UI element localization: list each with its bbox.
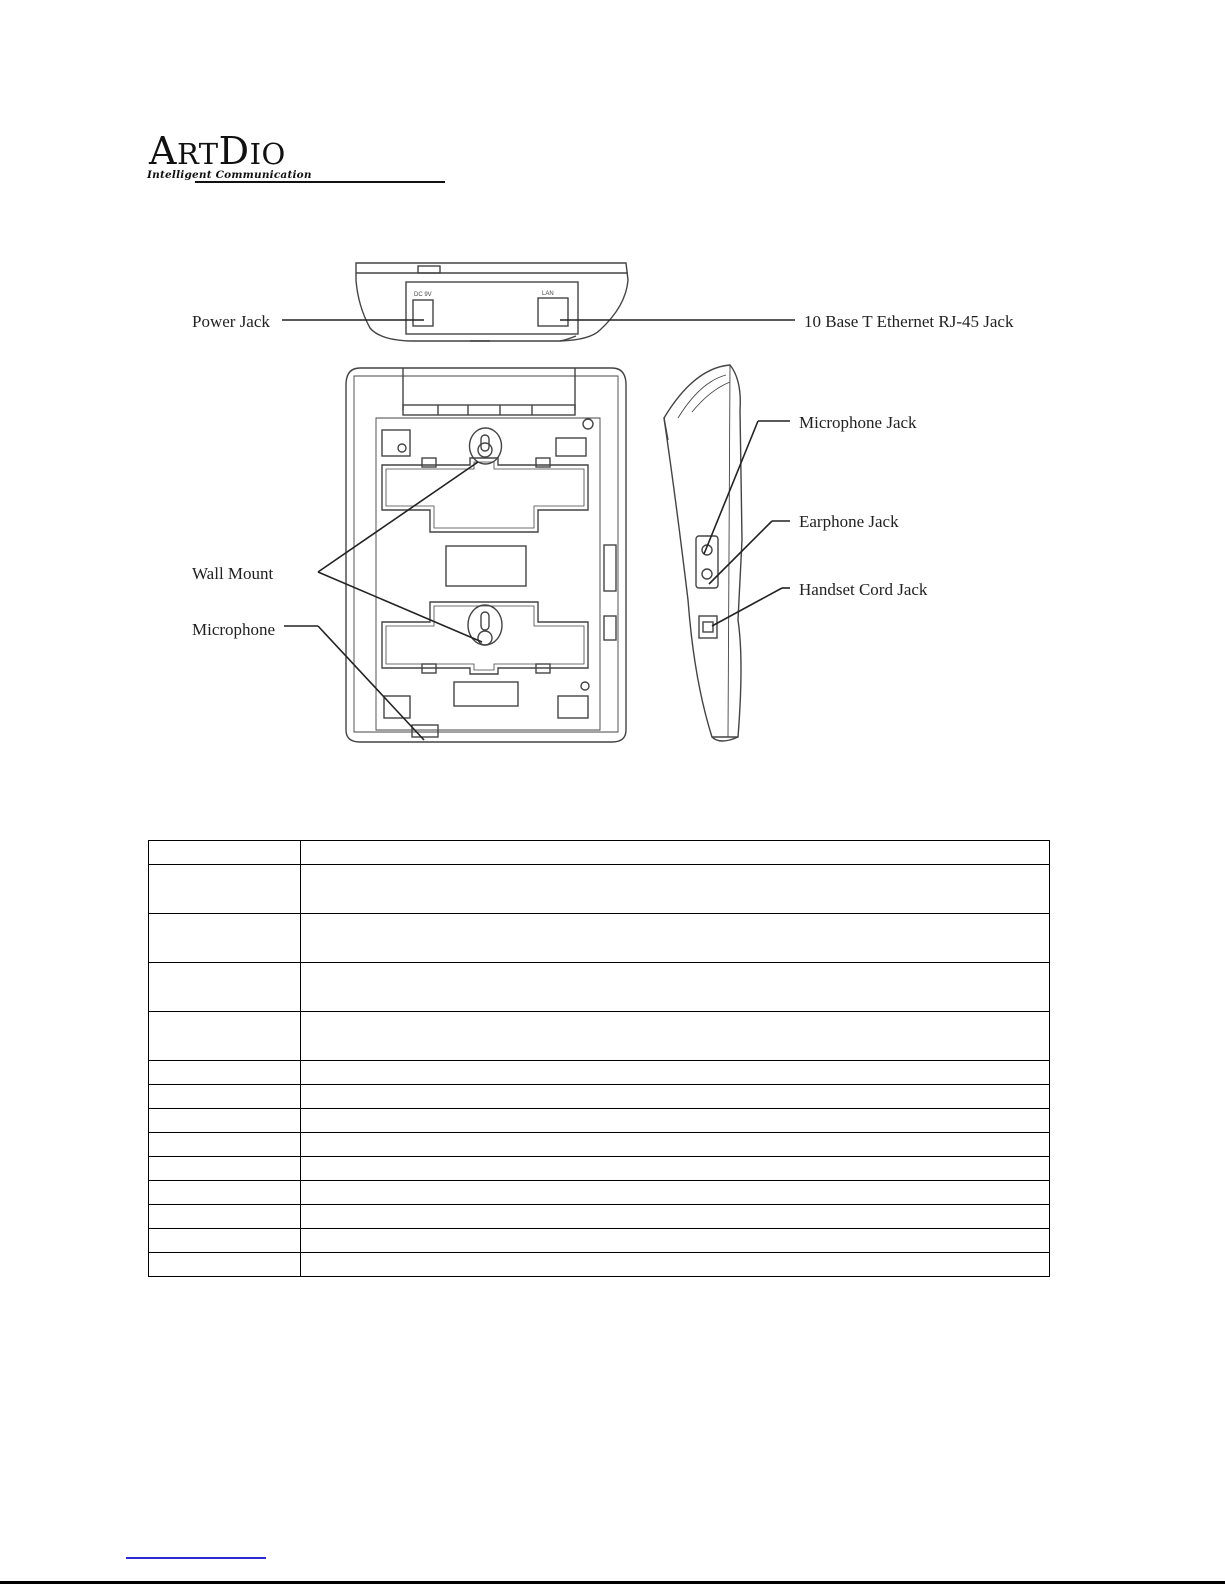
- artdio-logo: [147, 128, 312, 188]
- table-cell-value: [301, 1181, 1050, 1205]
- table-row: [149, 1253, 1050, 1277]
- table-cell-label: [149, 963, 301, 1012]
- table-cell-label: [149, 865, 301, 914]
- table-row: [149, 963, 1050, 1012]
- table-cell-value: [301, 1085, 1050, 1109]
- label-microphone-jack: Microphone Jack: [799, 413, 917, 432]
- phone-back-view: [346, 368, 626, 742]
- table-cell-value: [301, 914, 1050, 963]
- table-cell-value: [301, 1109, 1050, 1133]
- table-cell-label: [149, 914, 301, 963]
- footer-rule: [0, 1581, 1225, 1584]
- label-handset-cord-jack: Handset Cord Jack: [799, 580, 928, 599]
- table-cell-value: [301, 865, 1050, 914]
- table-row: [149, 865, 1050, 914]
- table-row: [149, 914, 1050, 963]
- logo-tagline: Intelligent Communication: [147, 169, 312, 181]
- table-row: [149, 1012, 1050, 1061]
- table-row: [149, 1133, 1050, 1157]
- label-power-jack: Power Jack: [192, 312, 270, 331]
- lan-port-label: LAN: [542, 291, 554, 297]
- phone-rear-diagram: [0, 240, 1225, 760]
- table-row: [149, 1157, 1050, 1181]
- table-cell-label: [149, 1012, 301, 1061]
- table-cell-value: [301, 963, 1050, 1012]
- table-cell-value: [301, 1061, 1050, 1085]
- phone-top-view: [356, 263, 628, 341]
- table-cell-label: [149, 1253, 301, 1277]
- phone-line-drawing: [0, 240, 1225, 760]
- table-row: [149, 1061, 1050, 1085]
- table-cell-value: [301, 841, 1050, 865]
- table-row: [149, 1229, 1050, 1253]
- logo-underline: [195, 181, 445, 183]
- table-cell-label: [149, 1181, 301, 1205]
- table-cell-label: [149, 841, 301, 865]
- table-cell-value: [301, 1133, 1050, 1157]
- table-cell-value: [301, 1157, 1050, 1181]
- dc-in-port-label: DC 9V: [414, 292, 432, 298]
- table-cell-label: [149, 1133, 301, 1157]
- phone-side-view: [664, 365, 742, 741]
- table-cell-label: [149, 1205, 301, 1229]
- table-cell-label: [149, 1229, 301, 1253]
- table-cell-value: [301, 1205, 1050, 1229]
- table-row: [149, 1085, 1050, 1109]
- table-cell-value: [301, 1012, 1050, 1061]
- table-cell-label: [149, 1061, 301, 1085]
- table-row: [149, 1205, 1050, 1229]
- label-ethernet-jack: 10 Base T Ethernet RJ-45 Jack: [804, 312, 1014, 331]
- label-earphone-jack: Earphone Jack: [799, 512, 899, 531]
- table-row: [149, 841, 1050, 865]
- label-wall-mount: Wall Mount: [192, 564, 274, 583]
- label-microphone: Microphone: [192, 620, 276, 639]
- table-cell-label: [149, 1085, 301, 1109]
- table-cell-label: [149, 1109, 301, 1133]
- table-row: [149, 1181, 1050, 1205]
- table-row: [149, 1109, 1050, 1133]
- table-cell-value: [301, 1253, 1050, 1277]
- table-cell-value: [301, 1229, 1050, 1253]
- spec-table: [148, 840, 1050, 1277]
- logo-wordmark: ARTDIO: [149, 129, 286, 173]
- table-cell-label: [149, 1157, 301, 1181]
- footer-link-underline[interactable]: [126, 1557, 266, 1559]
